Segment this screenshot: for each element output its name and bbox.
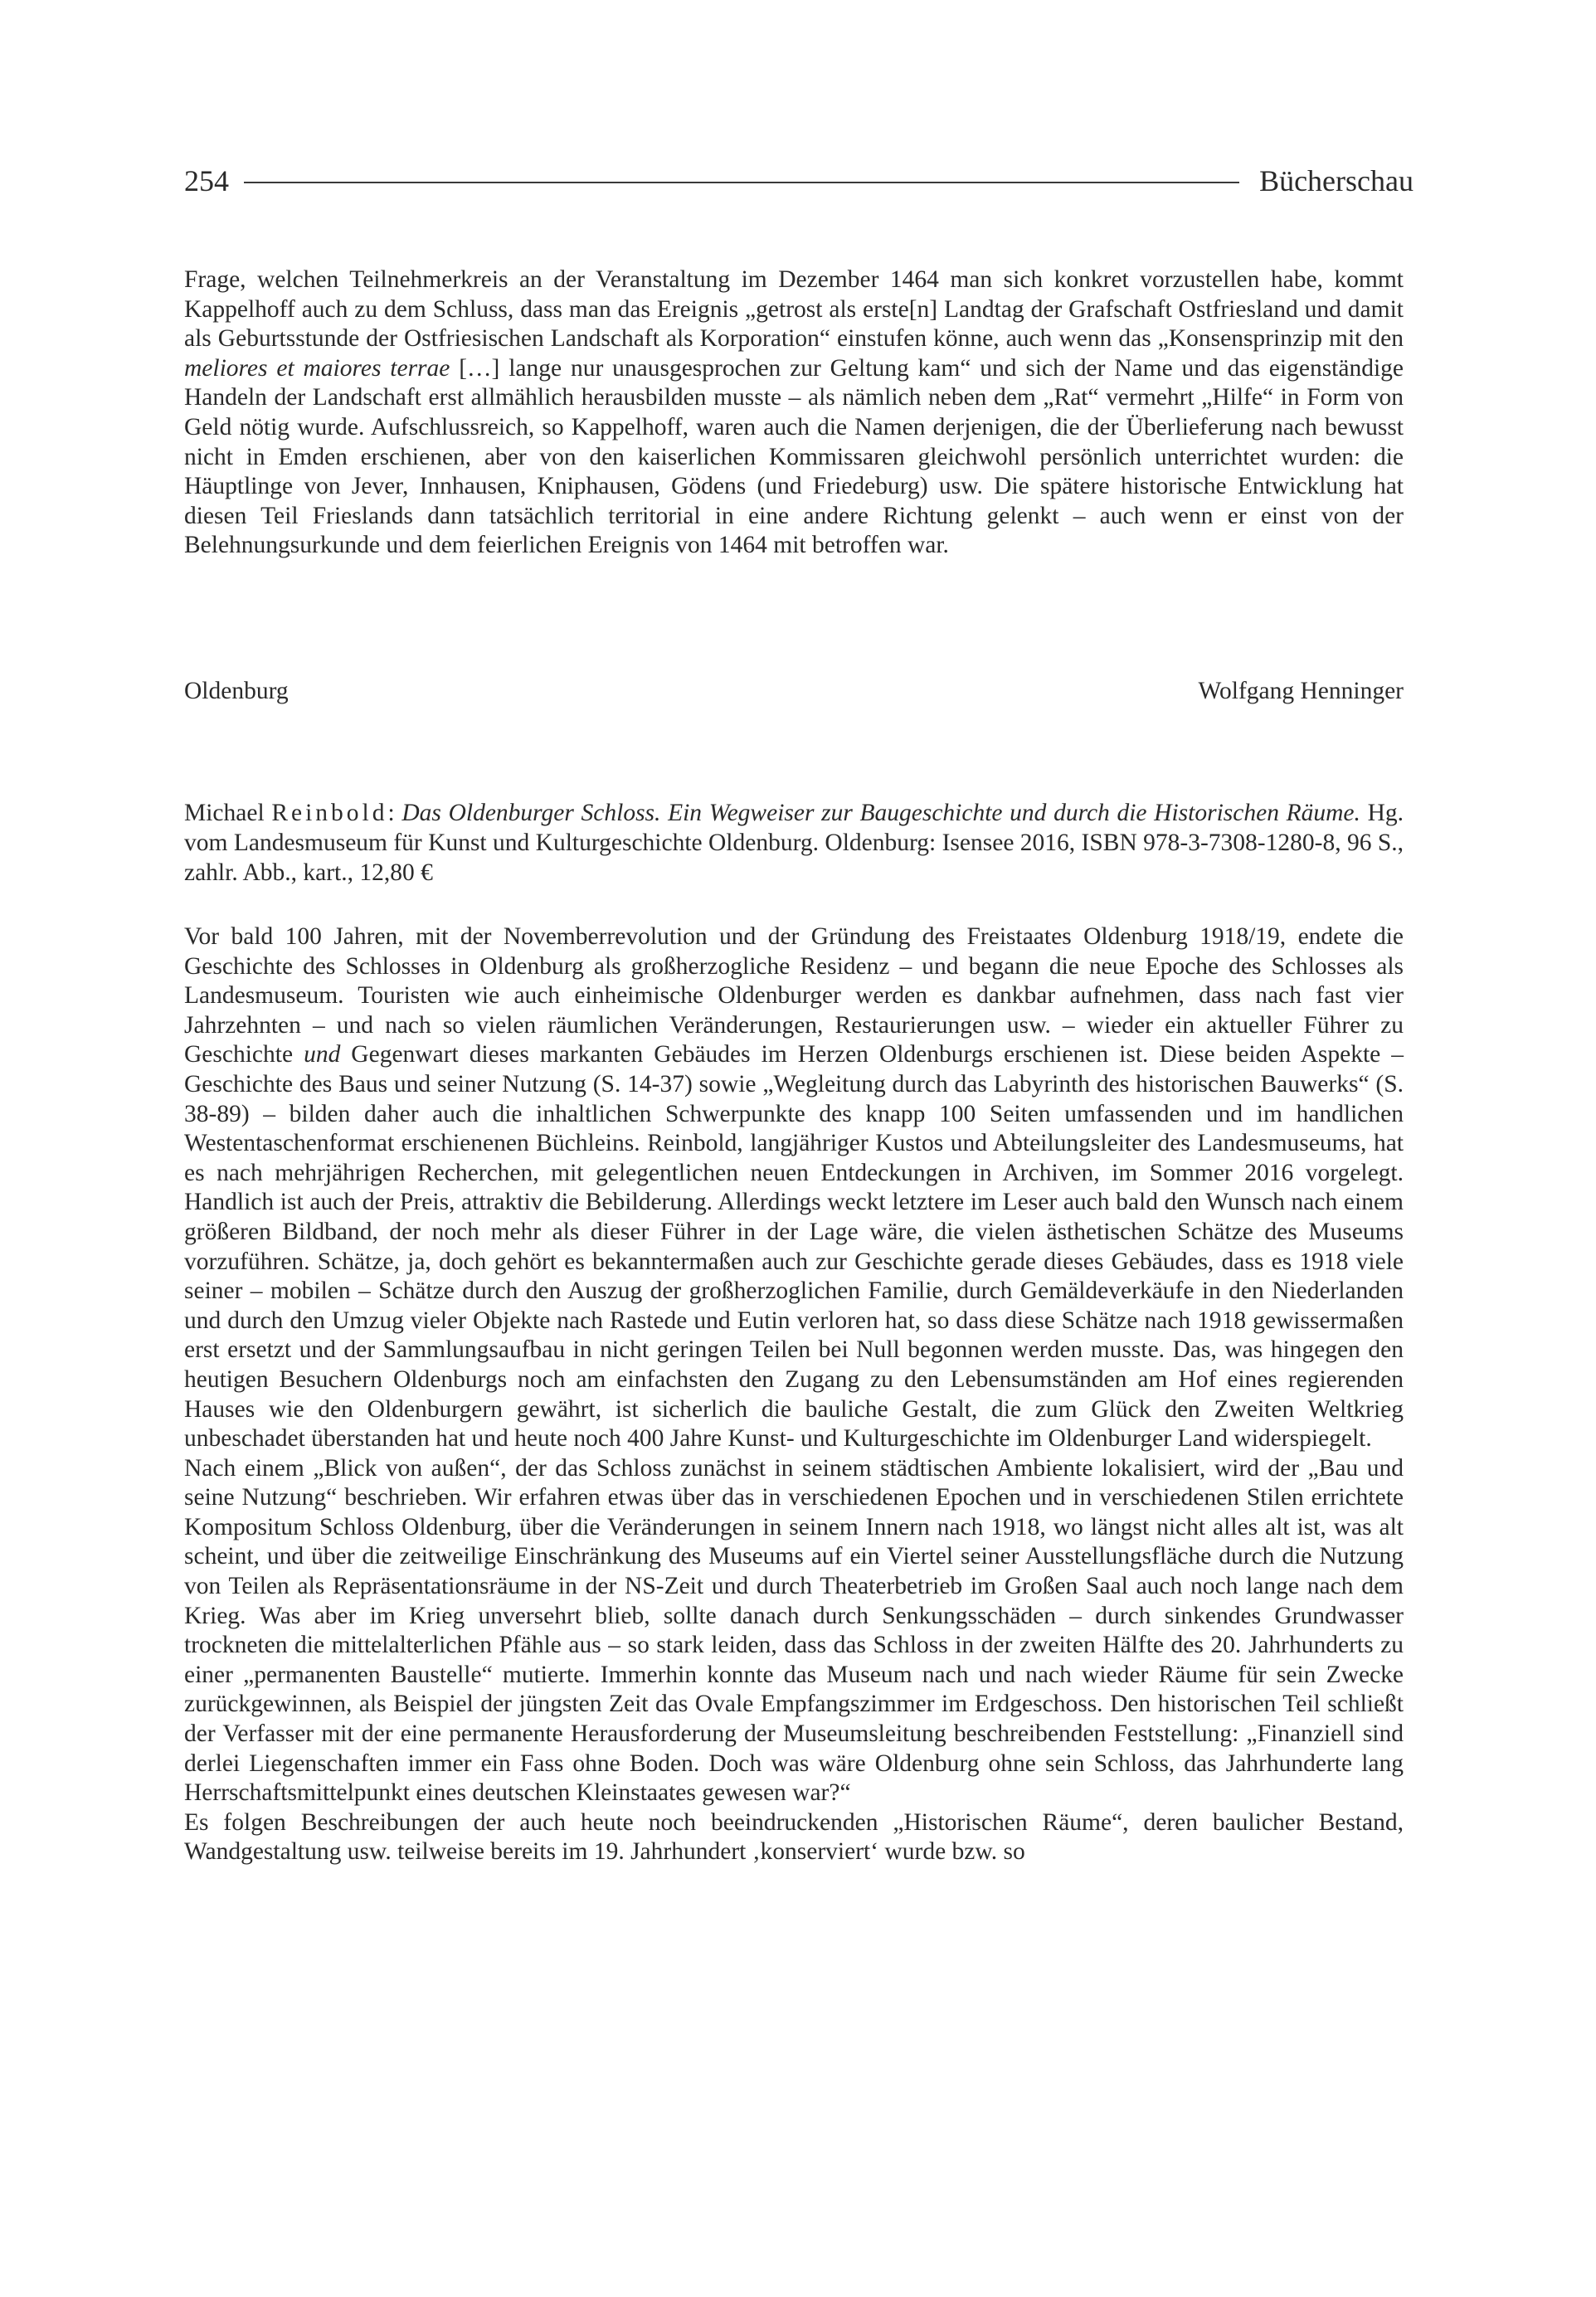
bibliographic-entry: Michael Reinbold: Das Oldenburger Schloss. Ein Wegweiser zur Baugeschichte und durch die Historischen Räume. Hg. vom Landesmuseum für Kunst und Kulturgeschichte Oldenburg. Oldenburg: Isensee 2016, ISBN 978-3-7308-1280-8, 96 S., zahlr. Abb., kart., 12,80 €: [184, 800, 1404, 886]
page-number: 254: [184, 164, 229, 197]
review-continuation: [184, 265, 1404, 561]
review-paragraph-1: Vor bald 100 Jahren, mit der Novemberrevolution und der Gründung des Freistaates Oldenburg 1918/19, endete die Geschichte des Schlosses in Oldenburg als großherzogliche Residenz – und begann die neue Epoche des Schlosses als Landesmuseum. Touristen wie auch einheimische Oldenburger werden es dankbar aufnehmen, dass nach fast vier Jahrzehnten – und nach so vielen räumlichen Veränderungen, Restaurierungen usw. – wieder ein aktueller Führer zu Geschichte und Gegenwart dieses markanten Gebäudes im Herzen Oldenburgs erschienen ist. Diese beiden Aspekte – Geschichte des Baus und seiner Nutzung (S. 14-37) sowie „Wegleitung durch das Labyrinth des historischen Bauwerks“ (S. 38-89) – bilden daher auch die inhaltlichen Schwerpunkte des knapp 100 Seiten umfassenden und im handlichen Westentaschenformat erschienenen Büchleins. Reinbold, langjähriger Kustos und Abteilungsleiter des Landesmuseums, hat es nach mehrjährigen Recherchen, mit gelegentlichen neuen Entdeckungen in Archiven, im Sommer 2016 vorgelegt. Handlich ist auch der Preis, attraktiv die Bebilderung. Allerdings weckt letztere im Leser auch bald den Wunsch nach einem größeren Bildband, der noch mehr als dieser Führer in der Lage wäre, die vielen ästhetischen Schätze des Museums vorzuführen. Schätze, ja, doch gehört es bekanntermaßen auch zur Geschichte gerade dieses Gebäudes, dass es 1918 viele seiner – mobilen – Schätze durch den Auszug der großherzoglichen Familie, durch Gemäldeverkäufe in den Niederlanden und durch den Umzug vieler Objekte nach Rastede und Eutin verloren hat, so dass diese Schätze nach 1918 gewissermaßen erst ersetzt und der Sammlungsaufbau in nicht geringen Teilen bei Null begonnen werden musste. Das, was hingegen den heutigen Besuchern Oldenburgs noch am einfachsten den Zugang zu den Lebensumständen am Hof eines regierenden Hauses wie den Oldenburgern gewährt, ist sicherlich die bauliche Gestalt, die zum Glück den Zweiten Weltkrieg unbeschadet überstanden hat und heute noch 400 Jahre Kunst- und Kulturgeschichte im Oldenburger Land widerspiegelt.: [184, 923, 1404, 1453]
page-header: [184, 156, 1414, 206]
emphasis: und: [304, 1041, 341, 1068]
book-title: Das Oldenburger Schloss. Ein Wegweiser zur Baugeschichte und durch die Historischen Räume.: [401, 800, 1360, 826]
review-signature: [184, 676, 1404, 706]
reviewer-name: Wolfgang Henninger: [1198, 678, 1404, 704]
review-body: [184, 922, 1404, 1867]
header-rule: [244, 182, 1239, 183]
reviewer-place: Oldenburg: [184, 678, 289, 704]
latin-phrase: meliores et maiores terrae: [184, 354, 450, 382]
author-first-name: Michael: [184, 800, 272, 826]
review-paragraph: Frage, welchen Teilnehmerkreis an der Veranstaltung im Dezember 1464 man sich konkret vorzustellen habe, kommt Kappelhoff auch zu dem Schluss, dass man das Ereignis „getrost als erste[n] Landtag der Grafschaft Ostfriesland und damit als Geburtsstunde der Ostfriesischen Landschaft als Korporation“ einstufen könne, auch wenn das „Konsensprinzip mit den meliores et maiores terrae […] lange nur unausgesprochen zur Geltung kam“ und sich der Name und das eigenständige Handeln der Landschaft erst allmählich herausbilden musste – als nämlich neben dem „Rat“ vermehrt „Hilfe“ in Form von Geld nötig wurde. Aufschlussreich, so Kappelhoff, waren auch die Namen derjenigen, die der Überlieferung nach bewusst nicht in Emden erschienen, aber von den kaiserlichen Kommissaren gleichwohl persönlich unterrichtet wurden: die Häuptlinge von Jever, Innhausen, Kniphausen, Gödens (und Friedeburg) usw. Die spätere historische Entwicklung hat diesen Teil Frieslands dann tatsächlich territorial in eine andere Richtung gelenkt – auch wenn er einst von der Belehnungsurkunde und dem feierlichen Ereignis von 1464 mit betroffen war.: [184, 266, 1404, 559]
author-last-name: Reinbold: [271, 800, 388, 826]
running-title: Bücherschau: [1259, 164, 1414, 197]
review-paragraph-2: Nach einem „Blick von außen“, der das Schloss zunächst in seinem städtischen Ambiente lokalisiert, wird der „Bau und seine Nutzung“ beschrieben. Wir erfahren etwas über das in verschiedenen Epochen und in verschiedenen Stilen errichtete Kompositum Schloss Oldenburg, über die Veränderungen in seinem Innern nach 1918, wo längst nicht alles alt ist, was alt scheint, und über die zeitweilige Einschränkung des Museums auf ein Viertel seiner Ausstellungsfläche durch die Nutzung von Teilen als Repräsentationsräume in der NS-Zeit und durch Theaterbetrieb im Großen Saal auch noch lange nach dem Krieg. Was aber im Krieg unversehrt blieb, sollte danach durch Senkungsschäden – durch sinkendes Grundwasser trockneten die mittelalterlichen Pfähle aus – so stark leiden, dass das Schloss in der zweiten Hälfte des 20. Jahrhunderts zu einer „permanenten Baustelle“ mutierte. Immerhin konnte das Museum nach und nach wieder Räume für sein Zwecke zurückgewinnen, als Beispiel der jüngsten Zeit das Ovale Empfangszimmer im Erdgeschoss. Den historischen Teil schließt der Verfasser mit der eine permanente Herausforderung der Museumsleitung beschreibenden Feststellung: „Finanziell sind derlei Liegenschaften immer ein Fass ohne Boden. Doch was wäre Oldenburg ohne sein Schloss, das Jahrhunderte lang Herrschaftsmittelpunkt eines deutschen Kleinstaates gewesen war?“: [184, 1454, 1404, 1807]
book-details: Hg. vom Landesmuseum für Kunst und Kulturgeschichte Oldenburg. Oldenburg: Isensee 2016, ISBN 978-3-7308-1280-8, 96 S., zahlr. Abb., kart., 12,80 €: [184, 800, 1404, 886]
review-paragraph-3: Es folgen Beschreibungen der auch heute noch beeindruckenden „Historischen Räume“, deren baulicher Bestand, Wandgestaltung usw. teilweise bereits im 19. Jahrhundert ‚konserviert‘ wurde bzw. so: [184, 1808, 1404, 1866]
